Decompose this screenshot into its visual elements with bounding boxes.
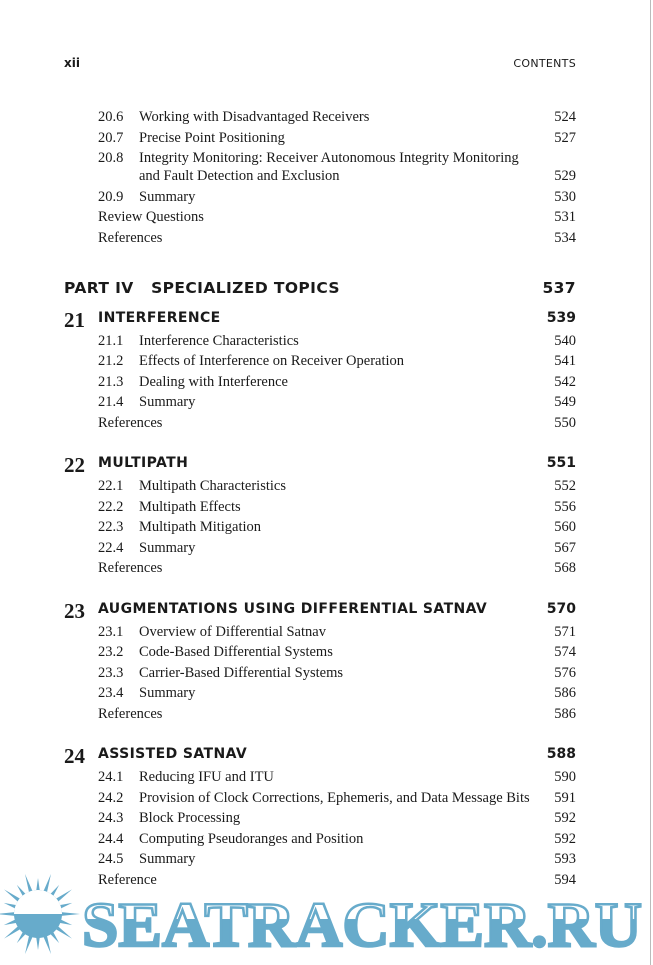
- section-number: 20.7: [98, 129, 124, 146]
- chapter-number: 23: [64, 598, 85, 623]
- page-ref: 541: [554, 353, 576, 370]
- sun-ray: [60, 912, 80, 916]
- page-ref: 530: [554, 188, 576, 205]
- chapter-title: MULTIPATH: [98, 455, 189, 472]
- section-title: Overview of Differential Satnav: [139, 623, 326, 640]
- section-title: References: [98, 560, 163, 577]
- page-ref: 534: [554, 229, 576, 246]
- toc-entry[interactable]: [64, 538, 576, 559]
- section-number: 24.4: [98, 830, 124, 847]
- part-page: 537: [542, 278, 576, 297]
- toc-entry[interactable]: [64, 663, 576, 684]
- table-of-contents: [64, 107, 576, 891]
- page-ref: 576: [554, 664, 576, 681]
- page-ref: 542: [554, 373, 576, 390]
- chapter-page: 570: [546, 600, 576, 617]
- page-ref: 560: [554, 519, 576, 536]
- chapter-title: INTERFERENCE: [98, 309, 221, 326]
- page-ref: 594: [554, 871, 576, 888]
- toc-entry[interactable]: [64, 788, 576, 809]
- section-title: References: [98, 414, 163, 431]
- toc-entry[interactable]: [64, 476, 576, 497]
- section-title: Multipath Mitigation: [139, 519, 262, 536]
- chapter-title: AUGMENTATIONS USING DIFFERENTIAL SATNAV: [98, 600, 488, 617]
- page-ref: 550: [554, 414, 576, 431]
- page-ref: 531: [554, 209, 576, 226]
- watermark-text: SEATRACKER.RU: [82, 889, 642, 960]
- section-number: 20.8: [98, 150, 124, 167]
- toc-references-entry[interactable]: [64, 228, 576, 249]
- page-ref: 567: [554, 539, 576, 556]
- section-number: 23.2: [98, 644, 124, 661]
- seatracker-watermark-logo: [0, 868, 653, 965]
- page-ref: 590: [554, 768, 576, 785]
- section-title: Working with Disadvantaged Receivers: [139, 109, 370, 125]
- sun-ray: [36, 878, 40, 892]
- chapter-number: 21: [64, 307, 85, 332]
- sun-icon: [0, 874, 80, 954]
- page-edge: [650, 0, 651, 965]
- section-title: Multipath Effects: [139, 498, 241, 515]
- toc-entry[interactable]: [64, 849, 576, 870]
- toc-entry[interactable]: [64, 331, 576, 352]
- section-number: 20.6: [98, 109, 124, 125]
- prelude-section: [64, 107, 576, 249]
- chapter-heading[interactable]: [64, 598, 576, 623]
- section-title: Reference: [98, 871, 157, 888]
- section-number: 23.1: [98, 623, 124, 640]
- section-title: Interference Characteristics: [139, 332, 299, 349]
- page-ref: 568: [554, 560, 576, 577]
- page-ref: 540: [554, 332, 576, 349]
- toc-entry[interactable]: [64, 187, 576, 208]
- page-ref: 527: [554, 129, 576, 146]
- chapter-21: [64, 307, 576, 434]
- chapter-page: 551: [546, 455, 576, 472]
- section-title: Reducing IFU and ITU: [139, 768, 274, 785]
- part-title: PART IV SPECIALIZED TOPICS: [64, 278, 340, 297]
- section-title: Code-Based Differential Systems: [139, 644, 333, 661]
- chapter-heading[interactable]: [64, 455, 576, 476]
- section-title: Integrity Monitoring: Receiver Autonomous Integrity Monitoring and Fault Detection and Exclusion: [139, 150, 519, 185]
- sun-ray: [0, 912, 16, 916]
- page-number: xii: [64, 56, 80, 70]
- section-number: 21.2: [98, 353, 124, 370]
- toc-references-entry[interactable]: [64, 413, 576, 434]
- toc-entry[interactable]: [64, 392, 576, 413]
- section-number: 24.2: [98, 789, 124, 806]
- section-title: Summary: [139, 851, 196, 868]
- toc-references-entry[interactable]: [64, 704, 576, 725]
- chapter-title: ASSISTED SATNAV: [98, 745, 248, 762]
- page-ref: 556: [554, 498, 576, 515]
- section-number: 24.3: [98, 810, 124, 827]
- section-title: Summary: [139, 394, 196, 411]
- toc-entry[interactable]: [64, 767, 576, 788]
- toc-entry[interactable]: [64, 517, 576, 538]
- toc-entry[interactable]: [64, 107, 576, 128]
- page-ref: 592: [554, 810, 576, 827]
- sun-ray: [36, 936, 40, 950]
- section-number: 23.4: [98, 685, 124, 702]
- toc-references-entry[interactable]: [64, 558, 576, 579]
- toc-entry[interactable]: [64, 148, 576, 187]
- part-heading[interactable]: [64, 279, 576, 310]
- section-title: Precise Point Positioning: [139, 129, 285, 146]
- chapter-number: 22: [64, 453, 85, 478]
- chapter-heading[interactable]: [64, 743, 576, 768]
- section-title: Summary: [139, 685, 196, 702]
- toc-entry[interactable]: [64, 372, 576, 393]
- section-title: Computing Pseudoranges and Position: [139, 830, 364, 847]
- toc-entry[interactable]: [64, 622, 576, 643]
- section-number: 22.4: [98, 539, 124, 556]
- section-title: Multipath Characteristics: [139, 478, 286, 495]
- toc-entry[interactable]: [64, 497, 576, 518]
- chapter-page: 588: [546, 745, 576, 762]
- chapter-22: [64, 455, 576, 579]
- section-title: References: [98, 705, 163, 722]
- section-number: 20.9: [98, 188, 124, 205]
- section-title: Provision of Clock Corrections, Ephemeris, and Data Message Bits: [139, 789, 530, 806]
- section-title: Review Questions: [98, 209, 204, 226]
- chapter-page: 539: [546, 309, 576, 326]
- section-title: Carrier-Based Differential Systems: [139, 664, 343, 681]
- chapter-23: [64, 598, 576, 725]
- toc-entry[interactable]: [64, 128, 576, 149]
- page-ref: 592: [554, 830, 576, 847]
- page-ref: 574: [554, 644, 576, 661]
- page-ref: 549: [554, 394, 576, 411]
- section-number: 23.3: [98, 664, 124, 681]
- toc-entry[interactable]: [64, 808, 576, 829]
- running-title: CONTENTS: [513, 57, 576, 70]
- section-number: 21.4: [98, 394, 124, 411]
- section-number: 22.1: [98, 478, 124, 495]
- toc-references-entry[interactable]: [64, 207, 576, 228]
- page-ref: 571: [554, 623, 576, 640]
- section-title: Effects of Interference on Receiver Operation: [139, 353, 405, 370]
- section-number: 21.1: [98, 332, 124, 349]
- page-ref: 524: [554, 109, 576, 125]
- section-title: Dealing with Interference: [139, 373, 288, 390]
- page-ref: 586: [554, 685, 576, 702]
- section-number: 24.5: [98, 851, 124, 868]
- section-title: Summary: [139, 188, 196, 205]
- page-ref: 529: [554, 168, 576, 185]
- page-ref: 591: [554, 789, 576, 806]
- chapter-heading[interactable]: [64, 307, 576, 332]
- section-number: 21.3: [98, 373, 124, 390]
- toc-entry[interactable]: [64, 683, 576, 704]
- page-ref: 586: [554, 705, 576, 722]
- section-title: Block Processing: [139, 810, 241, 827]
- chapter-number: 24: [64, 743, 85, 768]
- toc-entry[interactable]: [64, 642, 576, 663]
- toc-entry[interactable]: [64, 829, 576, 850]
- section-number: 22.3: [98, 519, 124, 536]
- page-ref: 552: [554, 478, 576, 495]
- toc-entry[interactable]: [64, 351, 576, 372]
- section-number: 22.2: [98, 498, 124, 515]
- page-ref: 593: [554, 851, 576, 868]
- section-title: References: [98, 229, 163, 246]
- section-title: Summary: [139, 539, 196, 556]
- section-number: 24.1: [98, 768, 124, 785]
